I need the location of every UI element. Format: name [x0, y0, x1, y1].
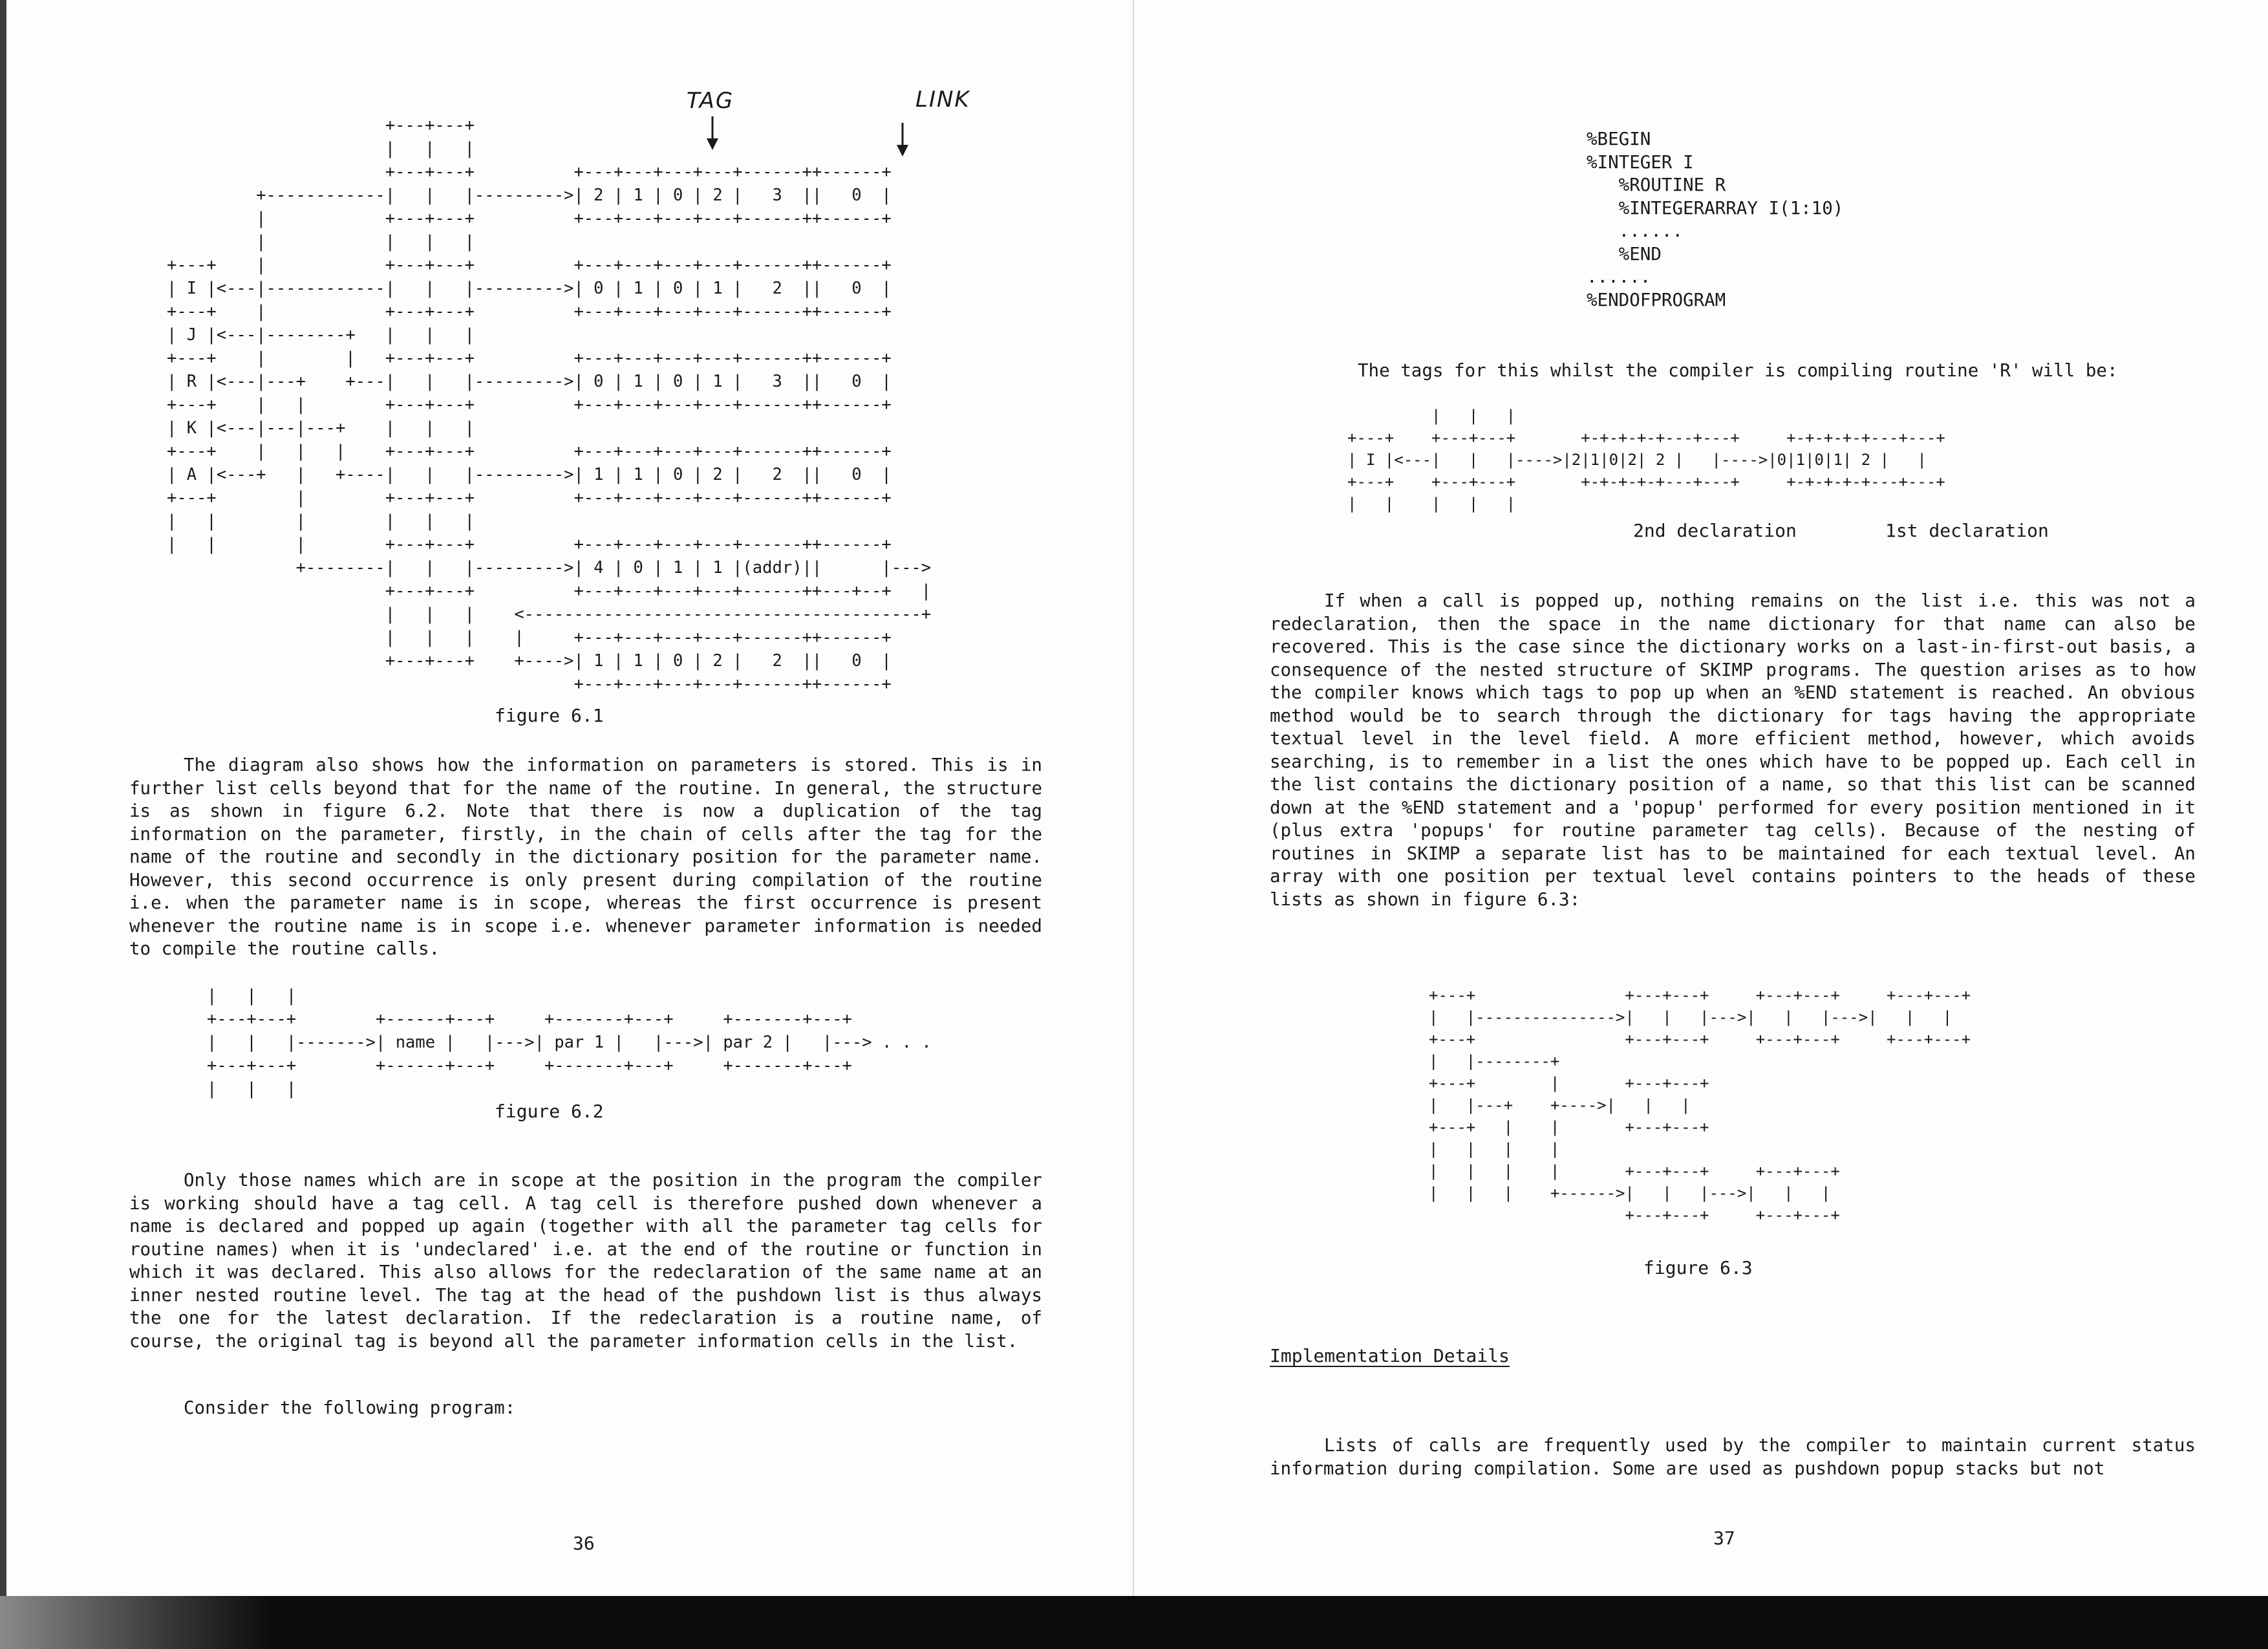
paragraph-parameters: The diagram also shows how the information on parameters is stored. This is in further list cells beyond that for the name of the routine. In general, the structure is as shown in figure 6.2. Note that there is now a duplication of the tag information on the parameter, firstly, in the chain of cells after the tag for the name of the routine and secondly in the dictionary position for the parameter name. However, this second occurrence is only present during compilation of the routine i.e. when the parameter name is in scope, whereas the first occurrence is present whenever the routine name is in scope i.e. whenever parameter information is needed to compile the routine calls. [129, 755, 1042, 959]
tag-label: TAG [687, 88, 734, 114]
right-page [1134, 0, 2268, 1597]
section-heading: Implementation Details [1270, 1345, 1510, 1366]
scanner-bottom-fade [0, 1596, 272, 1649]
program-listing: %BEGIN %INTEGER I %ROUTINE R %INTEGERARRAY I(1:10) ...... %END ...... %ENDOFPROGRAM [1587, 129, 1844, 310]
paragraph-popup: If when a call is popped up, nothing remains on the list i.e. this was not a redeclaration, then the space in the name dictionary for that name can also be recovered. This is the case since the dictionary works on a last-in-first-out basis, a consequence of the nested structure of SKIMP programs. The question arises as to how the compiler knows which tags to pop up when an %END statement is reached. An obvious method would be to search through the dictionary for tags having the appropriate textual level in the level field. A more efficient method, however, which avoids searching, is to remember in a list the ones which have to be popped up. Each cell in the list contains the dictionary position of a name, so that this list can be scanned down at the %END statement and a 'popup' performed for every position mentioned in it (plus extra 'popups' for routine parameter tag cells). Because of the nesting of routines in SKIMP a separate list has to be maintained for each textual level. An array with one position per textual level contains pointers to the heads of these lists as shown in figure 6.3: [1270, 590, 2196, 910]
paragraph-tags-intro: The tags for this whilst the compiler is compiling routine 'R' will be: [1358, 360, 2118, 381]
figure-6-3-diagram: +---+ +---+---+ +---+---+ +---+---+ | |--------------->| | |--->| | |--->| | | +---+ +---+---+ +---+---+ +---+---+ | |--------+ +---+ | +---+---+ | |---+ +---->| | | +---+ | | +---+---+ | | | | | | | | +---+---+ +---+---+ | | | +------>| | |--->| | | +---+---+ +---+---+ [1429, 986, 1971, 1224]
label-1st-declaration: 1st declaration [1885, 520, 2049, 541]
paragraph-scope: Only those names which are in scope at the position in the program the compiler is working should have a tag cell. A tag cell is therefore pushed down whenever a name is declared and popped up again (together with all the parameter tag cells for routine names) when it is 'undeclared' i.e. at the end of the routine or function in which it was declared. This also allows for the redeclaration of the same name at an inner nested routine level. The tag at the head of the pushdown list is thus always the one for the latest declaration. If the redeclaration is a routine name, of course, the original tag is beyond all the parameter information cells in the list. [129, 1170, 1042, 1352]
figure-6-2-caption: figure 6.2 [495, 1101, 604, 1122]
figure-6-2-diagram: | | | +---+---+ +------+---+ +-------+---+ +-------+---+ | | |------->| name | |--->| par 1 | |--->| par 2 | |---> . . . +---+---+ +------+---+ +-------+---+ +-------+---+ | | | [207, 986, 932, 1099]
link-label: LINK [915, 87, 970, 113]
figure-6-3-caption: figure 6.3 [1643, 1257, 1753, 1278]
page-number-right: 37 [1713, 1527, 1735, 1549]
label-2nd-declaration: 2nd declaration [1633, 520, 1797, 541]
page-edge-shadow [0, 0, 6, 1597]
figure-6-1-diagram: +---+---+ | | | +---+---+ +---+---+---+---+------++------+ +------------| | |--------->| 2 | 1 | 0 | 2 | 3 || 0 | | +---+---+ +---+---+---+---+------++------+ | | | | +---+ | +---+---+ +---+---+---+---+------++------+ | I |<---|------------| | |--------->| 0 | 1 | 0 | 1 | 2 || 0 | +---+ | +---+---+ +---+---+---+---+------++------+ | J |<---|--------+ | | | +---+ | | +---+---+ +---+---+---+---+------++------+ | R |<---|---+ +---| | |--------->| 0 | 1 | 0 | 1 | 3 || 0 | +---+ | | +---+---+ +---+---+---+---+------++------+ | K |<---|---|---+ | | | +---+ | | | +---+---+ +---+---+---+---+------++------+ | A |<---+ | +----| | |--------->| 1 | 1 | 0 | 2 | 2 || 0 | +---+ | +---+---+ +---+---+---+---+------++------+ | | | | | | | | | +---+---+ +---+---+---+---+------++------+ +--------| | |--------->| 4 | 0 | 1 | 1 |(addr)|| |---> +---+---+ +---+---+---+---+------++---+--+ | | | | <----------------------------------------+ | | | | +---+---+---+---+------++------+ +---+---+ +---->| 1 | 1 | 0 | 2 | 2 || 0 | +---+---+---+---+------++------+ [167, 116, 932, 694]
tags-diagram: | | | +---+ +---+---+ +-+-+-+-+---+---+ +-+-+-+-+---+---+ | I |<---| | |---->|2|1|0|2| 2 | |---->|0|1|0|1| 2 | | +---+ +---+---+ +-+-+-+-+---+---+ +-+-+-+-+---+---+ | | | | | [1347, 407, 1945, 513]
page-number-left: 36 [573, 1533, 595, 1554]
figure-6-1-caption: figure 6.1 [495, 705, 604, 726]
scanner-bottom-band [0, 1596, 2268, 1649]
paragraph-consider: Consider the following program: [184, 1397, 516, 1418]
left-page [0, 0, 1134, 1597]
paragraph-lists: Lists of calls are frequently used by the compiler to maintain current status information during compilation. Some are used as pushdown popup stacks but not [1270, 1435, 2196, 1479]
